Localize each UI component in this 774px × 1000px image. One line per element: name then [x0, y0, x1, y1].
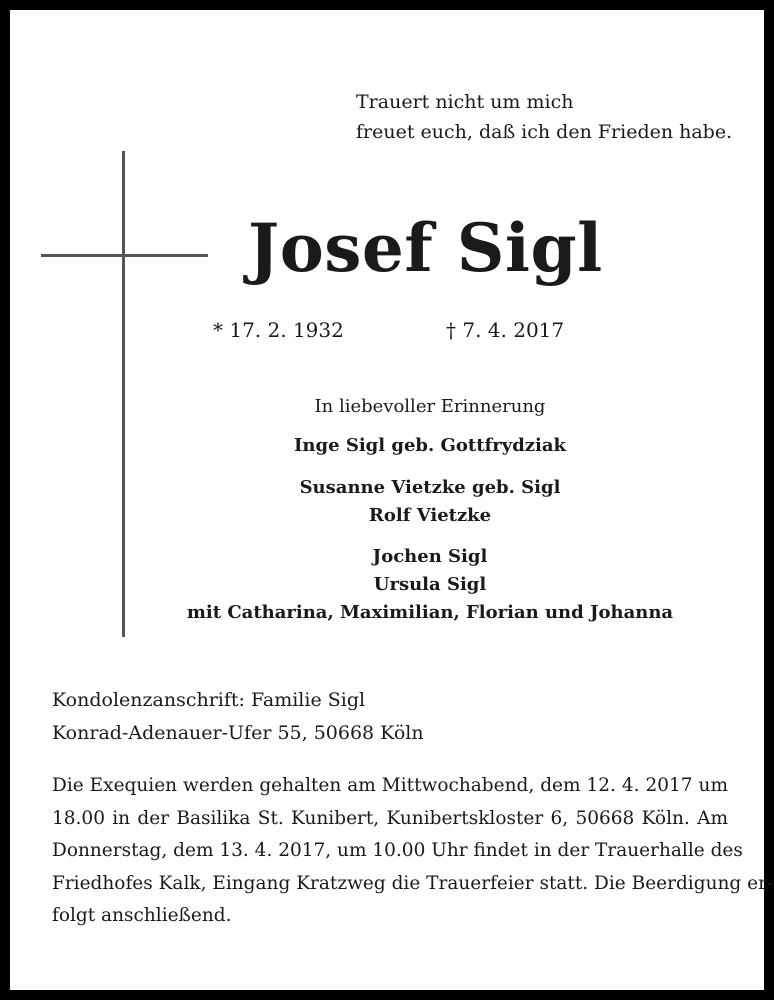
motto-line-1: Trauert nicht um mich	[356, 91, 574, 113]
family-member: mit Catharina, Maximilian, Florian und Johanna	[186, 602, 674, 623]
family-member: Susanne Vietzke geb. Sigl	[299, 477, 561, 498]
cross-vertical-bar	[122, 151, 125, 637]
condolence-line-2: Konrad-Adenauer-Ufer 55, 50668 Köln	[52, 722, 424, 744]
service-notice	[52, 770, 774, 933]
cross-horizontal-bar	[41, 254, 208, 257]
motto-verse	[356, 87, 732, 147]
condolence-address	[52, 684, 424, 750]
family-member: Ursula Sigl	[373, 574, 487, 595]
family-member: Inge Sigl geb. Gottfrydziak	[294, 435, 566, 456]
death-date: † 7. 4. 2017	[446, 318, 565, 342]
service-line: folgt anschließend.	[52, 905, 232, 926]
service-line: Die Exequien werden gehalten am Mittwochabend, dem 12. 4. 2017 um	[52, 775, 728, 796]
deceased-name: Josef Sigl	[248, 209, 603, 287]
birth-date: * 17. 2. 1932	[213, 318, 344, 342]
memory-intro: In liebevoller Erinnerung	[314, 396, 546, 417]
service-line: 18.00 in der Basilika St. Kunibert, Kunibertskloster 6, 50668 Köln. Am	[52, 807, 728, 829]
condolence-line-1: Kondolenzanschrift: Familie Sigl	[52, 689, 366, 711]
family-member: Jochen Sigl	[372, 546, 488, 567]
service-line: Donnerstag, dem 13. 4. 2017, um 10.00 Uhr findet in der Trauerhalle des	[52, 840, 743, 861]
service-line: Friedhofes Kalk, Eingang Kratzweg die Trauerfeier statt. Die Beerdigung er-	[52, 872, 774, 894]
motto-line-2: freuet euch, daß ich den Frieden habe.	[356, 121, 733, 143]
family-member: Rolf Vietzke	[368, 505, 492, 526]
